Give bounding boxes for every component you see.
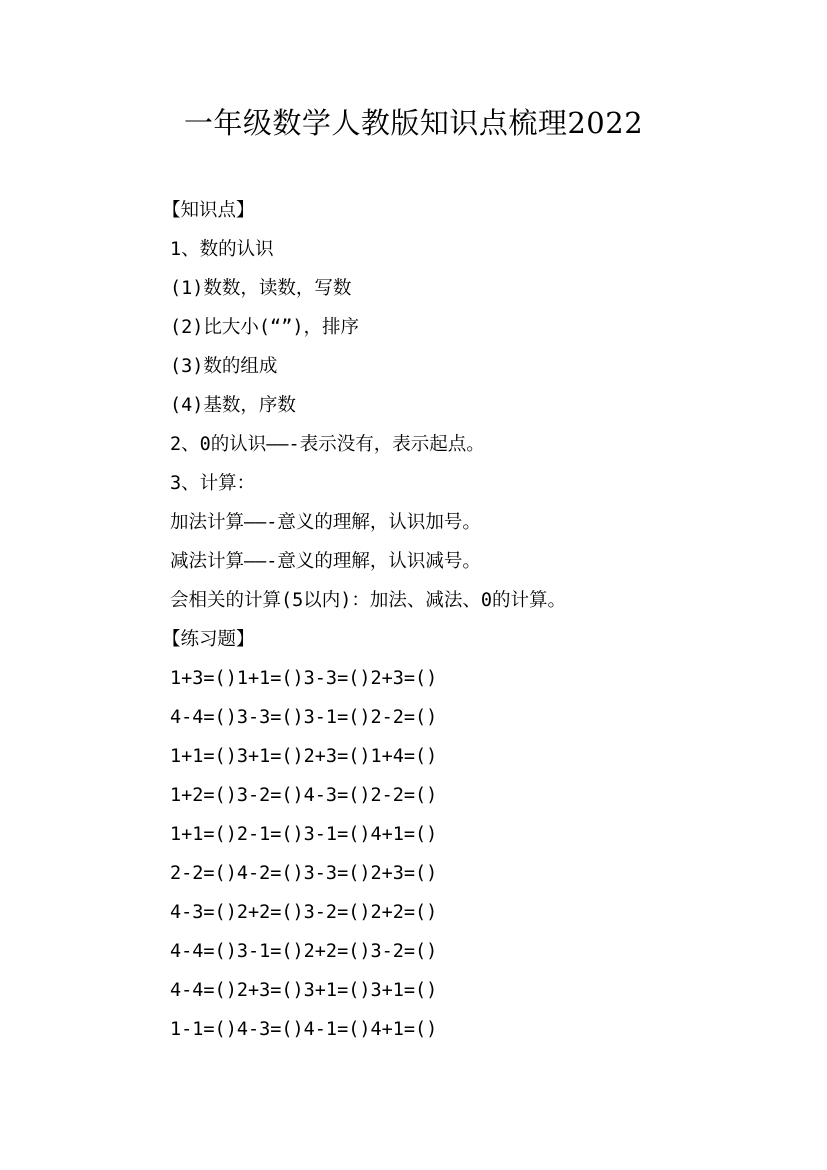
exercise-line: 1-1=()4-3=()4-1=()4+1=()	[170, 1019, 438, 1040]
exercise-line: 1+1=()3+1=()2+3=()1+4=()	[170, 746, 438, 767]
exercise-line: 1+3=()1+1=()3-3=()2+3=()	[170, 668, 438, 689]
knowledge-line: (3)数的组成	[170, 356, 278, 377]
knowledge-line: 1、数的认识	[170, 239, 274, 260]
knowledge-line: 3、计算：	[170, 473, 256, 494]
document-title: 一年级数学人教版知识点梳理2022	[183, 106, 644, 140]
exercise-line: 4-3=()2+2=()3-2=()2+2=()	[170, 902, 438, 923]
exercise-section-header: 【练习题】	[162, 629, 255, 650]
knowledge-line: (1)数数，读数，写数	[170, 278, 352, 299]
knowledge-line: 会相关的计算(5以内)：加法、减法、0的计算。	[170, 590, 567, 611]
knowledge-section-header: 【知识点】	[162, 200, 255, 221]
exercise-line: 1+1=()2-1=()3-1=()4+1=()	[170, 824, 438, 845]
knowledge-line: 加法计算——-意义的理解，认识加号。	[170, 512, 481, 533]
exercise-line: 4-4=()3-3=()3-1=()2-2=()	[170, 707, 438, 728]
knowledge-line: 2、0的认识——-表示没有，表示起点。	[170, 434, 485, 455]
exercise-line: 1+2=()3-2=()4-3=()2-2=()	[170, 785, 438, 806]
exercise-line: 4-4=()2+3=()3+1=()3+1=()	[170, 980, 438, 1001]
knowledge-line: (2)比大小(“”)，排序	[170, 317, 359, 338]
exercise-line: 2-2=()4-2=()3-3=()2+3=()	[170, 863, 438, 884]
exercise-line: 4-4=()3-1=()2+2=()3-2=()	[170, 941, 438, 962]
knowledge-line: 减法计算——-意义的理解，认识减号。	[170, 551, 481, 572]
knowledge-line: (4)基数，序数	[170, 395, 296, 416]
document-body	[162, 191, 790, 1049]
